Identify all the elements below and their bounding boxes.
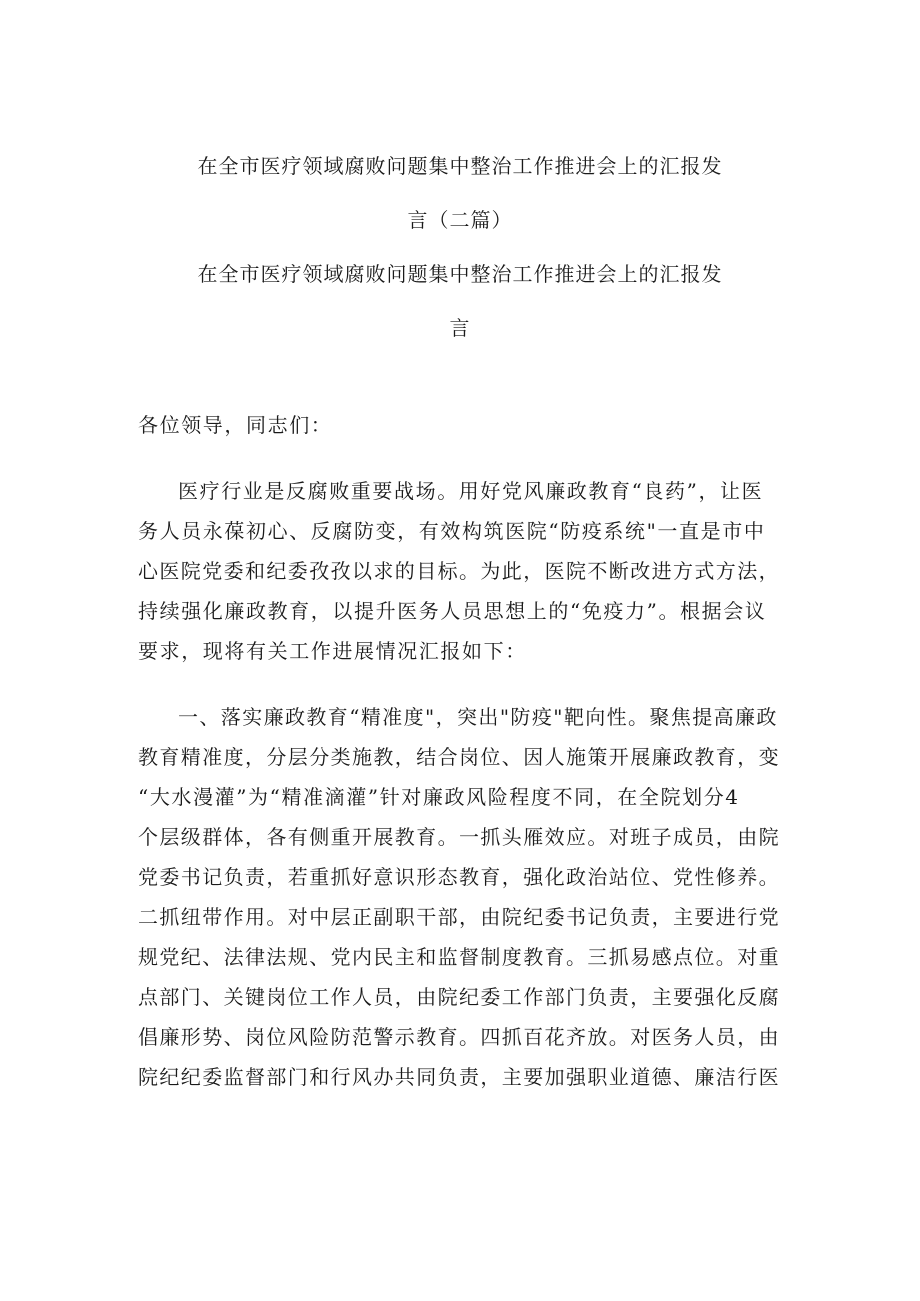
paragraph-line: 倡廉形势、岗位风险防范警示教育。四抓百花齐放。对医务人员，由: [138, 1025, 780, 1049]
paragraph-line: 个层级群体，各有侧重开展教育。一抓头雁效应。对班子成员，由院: [138, 825, 780, 849]
paragraph-line: “大水漫灌”为“精准滴灌”针对廉政风险程度不同，在全院划分4: [138, 785, 740, 809]
salutation: 各位领导，同志们：: [138, 413, 333, 437]
paragraph-line: 心医院党委和纪委孜孜以求的目标。为此，医院不断改进方式方法，: [138, 559, 780, 583]
paragraph-line: 党委书记负责，若重抓好意识形态教育，强化政治站位、党性修养。: [138, 865, 780, 889]
paragraph-line: 教育精准度，分层分类施教，结合岗位、因人施策开展廉政教育，变: [138, 745, 780, 769]
document-body: [138, 405, 782, 1097]
paragraph-line: 点部门、关键岗位工作人员，由院纪委工作部门负责，主要强化反腐: [138, 985, 780, 1009]
paragraph-section-one: [138, 697, 782, 1097]
paragraph-intro: [138, 471, 782, 671]
paragraph-line: 一、落实廉政教育“精准度"，突出"防疫"靶向性。聚焦提高廉政: [178, 705, 778, 729]
title-line: 在全市医疗领域腐败问题集中整治工作推进会上的汇报发: [197, 154, 723, 178]
paragraph-line: 医疗行业是反腐败重要战场。用好党风廉政教育“良药”，让医: [178, 479, 764, 503]
paragraph-line: 院纪纪委监督部门和行风办共同负责，主要加强职业道德、廉洁行医: [138, 1065, 780, 1089]
paragraph-line: 务人员永葆初心、反腐防变，有效构筑医院“防疫系统"一直是市中: [138, 519, 766, 543]
paragraph-line: 规党纪、法律法规、党内民主和监督制度教育。三抓易感点位。对重: [138, 945, 780, 969]
title-line: 言: [449, 316, 471, 340]
title-line: 在全市医疗领域腐败问题集中整治工作推进会上的汇报发: [197, 262, 723, 286]
document-title: [0, 139, 920, 355]
title-line: 言（二篇）: [407, 208, 513, 232]
paragraph-line: 要求，现将有关工作进展情况汇报如下：: [138, 639, 527, 663]
paragraph-line: 持续强化廉政教育，以提升医务人员思想上的“免疫力”。根据会议: [138, 599, 767, 623]
paragraph-line: 二抓纽带作用。对中层正副职干部，由院纪委书记负责，主要进行党: [138, 905, 780, 929]
